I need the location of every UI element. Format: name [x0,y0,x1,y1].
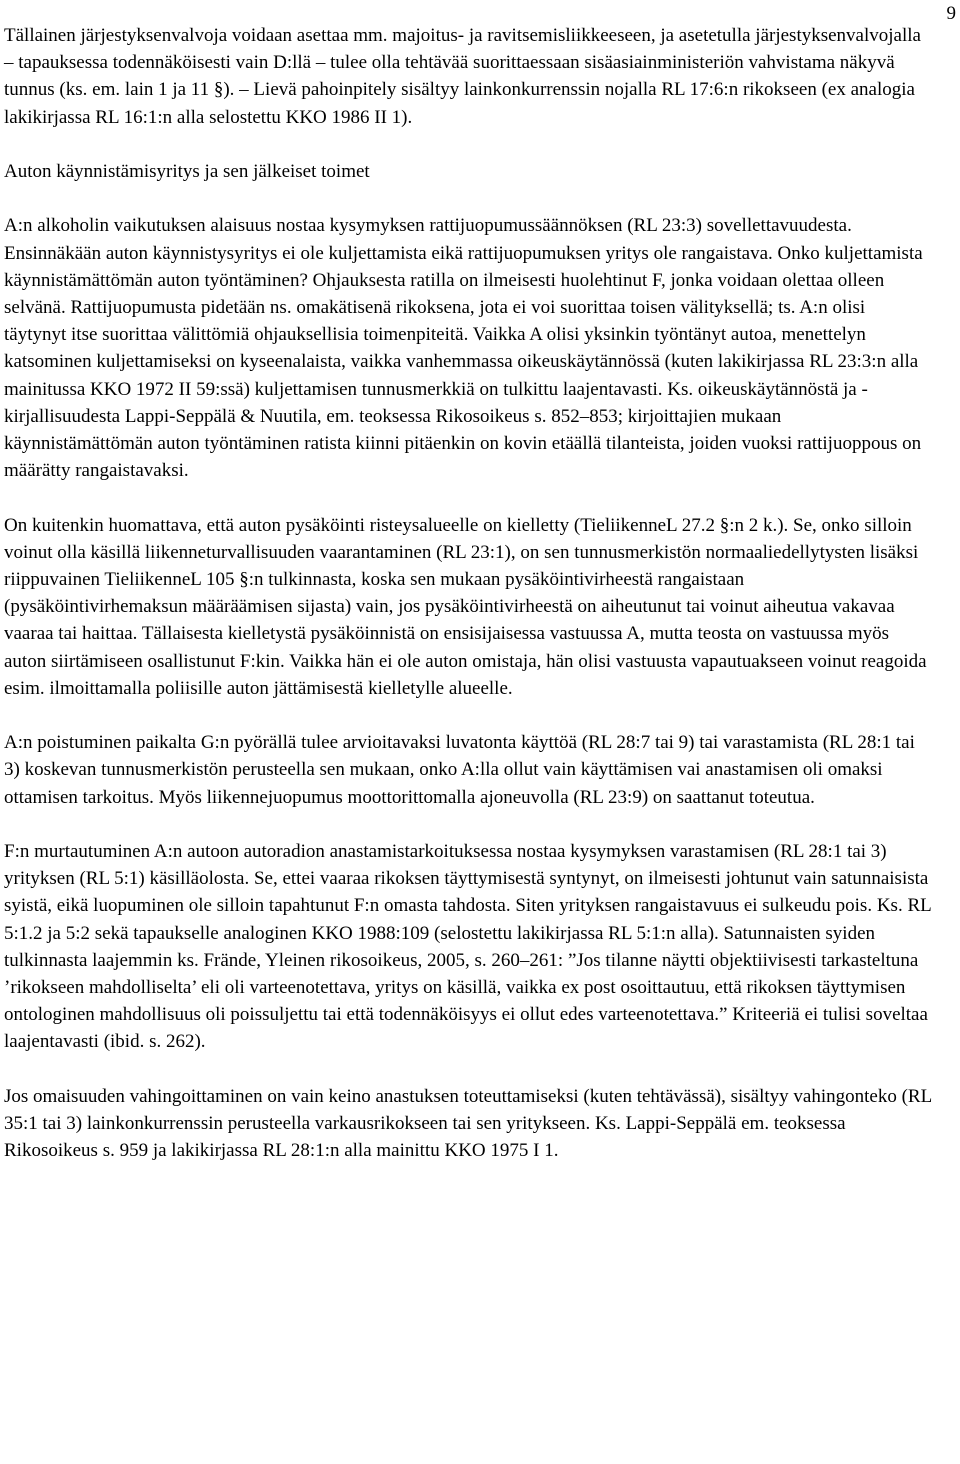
paragraph-poistuminen: A:n poistuminen paikalta G:n pyörällä tulee arvioitavaksi luvatonta käyttöä (RL 28:7 tai 9) tai varastamista (RL 28:1 tai 3) koskevan tunnusmerkistön perusteella sen mukaan, onko A:lla ollut vain käyttämisen vai anastamisen oli omaksi ottamisen tarkoitus. Myös liikennejuopumus moottorittomalla ajoneuvolla (RL 23:9) on saattanut toteutua. [4,732,915,808]
paragraph-pysakointi: On kuitenkin huomattava, että auton pysäköinti risteysalueelle on kielletty (TieliikenneL 27.2 §:n 2 k.). Se, onko silloin voinut olla käsillä liikenneturvallisuuden vaarantaminen (RL 23:1), on sen tunnusmerkistön normaaliedellytysten lisäksi riippuvainen TieliikenneL 105 §:n tulkinnasta, koska sen mukaan pysäköintivirheestä rangaistaan (pysäköintivirhemaksun määräämisen sijasta) vain, jos pysäköintivirheestä on aiheutunut tai voinut aiheutua vakavaa vaaraa tai haittaa. Tällaisesta kielletystä pysäköinnistä on ensisijaisessa vastuussa A, mutta teosta on vastuussa myös auton siirtämiseen osallistunut F:kin. Vaikka hän ei ole auton omistaja, hän olisi vastuusta vapautuakseen voinut reagoida esim. ilmoittamalla poliisille auton jättämisestä kielletylle alueelle. [4,514,927,699]
page-number: 9 [946,3,956,24]
paragraph-jarjestyksenvalvoja: Tällainen järjestyksenvalvoja voidaan asettaa mm. majoitus- ja ravitsemisliikkeeseen, ja asetetulla järjestyksenvalvojalla – tapauksessa todennäköisesti vain D:llä – tulee olla tehtävää suorittaessaan sisäasiainministeriön vahvistama näkyvä tunnus (ks. em. lain 1 ja 11 §). – Lievä pahoinpitely sisältyy lainkonkurrenssin nojalla RL 17:6:n rikokseen (ex analogia lakikirjassa RL 16:1:n alla selostettu KKO 1986 II 1). [4,25,921,128]
paragraph-rattijuopumus: A:n alkoholin vaikutuksen alaisuus nostaa kysymyksen rattijuopumussäännöksen (RL 23:3) sovellettavuudesta. Ensinnäkään auton käynnistysyritys ei ole kuljettamista eikä rattijuopumuksen yritys ole rangaistava. Onko kuljettamista käynnistämättömän auton työntäminen? Ohjauksesta ratilla on ilmeisesti huolehtinut F, jonka voidaan olettaa olleen selvänä. Rattijuopumusta pidetään ns. omakätisenä rikoksena, jota ei voi suorittaa toisen välityksellä; ts. A:n olisi täytynyt itse suorittaa välittömiä ohjauksellisia toimenpiteitä. Vaikka A olisi yksinkin työntänyt autoa, menettelyn katsominen kuljettamiseksi on kyseenalaista, vaikka vanhemmassa oikeuskäytännössä (kuten lakikirjassa RL 23:3:n alla mainitussa KKO 1972 II 59:ssä) kuljettamisen tunnusmerkkiä on tulkittu laajentavasti. Ks. oikeuskäytännöstä ja -kirjallisuudesta Lappi-Seppälä & Nuutila, em. teoksessa Rikosoikeus s. 852–853; kirjoittajien mukaan käynnistämättömän auton työntäminen ratista kiinni pitäenkin on kovin etäällä tilanteista, joiden vuoksi rattijuoppous on määrätty rangaistavaksi. [4,215,923,482]
paragraph-vahingonteko: Jos omaisuuden vahingoittaminen on vain keino anastuksen toteuttamiseksi (kuten tehtävässä), sisältyy vahingonteko (RL 35:1 tai 3) lainkonkurrenssin perusteella varkausrikokseen tai sen yritykseen. Ks. Lappi-Seppälä em. teoksessa Rikosoikeus s. 959 ja lakikirjassa RL 28:1:n alla mainittu KKO 1975 I 1. [4,1085,932,1162]
paragraph-murtautuminen: F:n murtautuminen A:n autoon autoradion anastamistarkoituksessa nostaa kysymyksen varastamisen (RL 28:1 tai 3) yrityksen (RL 5:1) käsilläolosta. Se, ettei vaaraa rikoksen täyttymisestä syntynyt, on ilmeisesti johtunut vain satunnaisista syistä, eikä luopuminen ole silloin tapahtunut F:n omasta tahdosta. Siten yrityksen rangaistavuus ei sulkeudu pois. Ks. RL 5:1.2 ja 5:2 sekä tapaukselle analoginen KKO 1988:109 (selostettu lakikirjassa RL 5:1:n alla). Satunnaisten syiden tulkinnasta laajemmin ks. Frände, Yleinen rikosoikeus, 2005, s. 260–261: ”Jos tilanne näytti objektiivisesti tarkasteltuna ’rikokseen mahdolliselta’ eli oli varteenotettava, yritys on käsillä, vaikka ex post osoittautuu, että rikoksen täyttymisen ontologinen mahdollisuus oli poissuljettu tai että todennäköisyys ei ollut edes varteenotettava.” Kriteeriä ei tulisi soveltaa laajentavasti (ibid. s. 262). [4,841,932,1053]
section-heading: Auton käynnistämisyritys ja sen jälkeiset toimet [4,161,370,182]
